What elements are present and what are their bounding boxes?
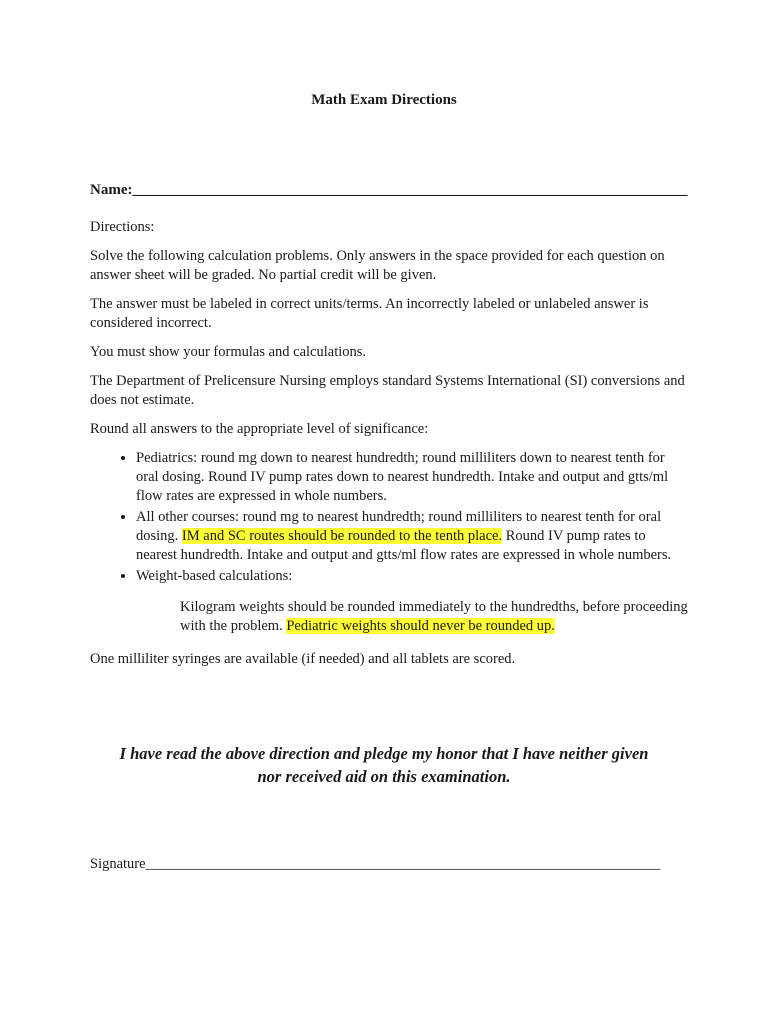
pledge-line-2: nor received aid on this examination. (257, 767, 511, 786)
pledge-line-1: I have read the above direction and pledge my honor that I have neither given (119, 744, 649, 763)
list-item-weight-based: • Weight-based calculations: (136, 567, 690, 586)
directions-heading: Directions: (90, 219, 155, 235)
paragraph-show-formulas: You must show your formulas and calculations. (90, 344, 367, 360)
paragraph-rounding-intro: Round all answers to the appropriate level of significance: (90, 421, 429, 437)
signature-field[interactable]: Signature_______________________________________________________________________ (90, 856, 661, 872)
paragraph-labeling: The answer must be labeled in correct units/terms. An incorrectly labeled or unlabeled answer is considered incorrect. (90, 296, 649, 331)
highlight-im-sc-routes: IM and SC routes should be rounded to the tenth place. (181, 528, 503, 544)
other-courses-text: All other courses: round mg to nearest hundredth; round milliliters to nearest tenth for oral dosing. (136, 509, 662, 544)
weight-note-text: Kilogram weights should be rounded immediately to the hundredths, before proceeding with the problem. (180, 599, 688, 634)
list-item-pediatrics: • Pediatrics: round mg down to nearest hundredth; round milliliters down to nearest tenth for oral dosing. Round IV pump rates down to nearest hundredth. Intake and output and gtts/ml flow rates are expressed in whole numbers. (136, 449, 690, 506)
paragraph-si-conversions: The Department of Prelicensure Nursing employs standard Systems International (SI) conversions and does not estimate. (90, 373, 685, 408)
page-title: Math Exam Directions (311, 92, 457, 108)
other-courses-text-continued: Round IV pump rates to nearest hundredth. Intake and output and gtts/ml flow rates are expressed in whole numbers. (136, 528, 672, 563)
paragraph-syringes: One milliliter syringes are available (if needed) and all tablets are scored. (90, 651, 516, 667)
weight-rounding-note (180, 598, 690, 636)
rounding-rules-list (90, 449, 690, 586)
honor-pledge (0, 742, 768, 788)
paragraph-calculation-problems: Solve the following calculation problems. Only answers in the space provided for each question on answer sheet will be graded. No partial credit will be given. (90, 248, 665, 283)
name-field[interactable]: Name:__________________________________________________________________________ (90, 182, 688, 198)
list-item-other-courses (136, 508, 690, 565)
highlight-pediatric-weights: Pediatric weights should never be rounded up. (286, 618, 555, 634)
directions-body (90, 218, 690, 679)
